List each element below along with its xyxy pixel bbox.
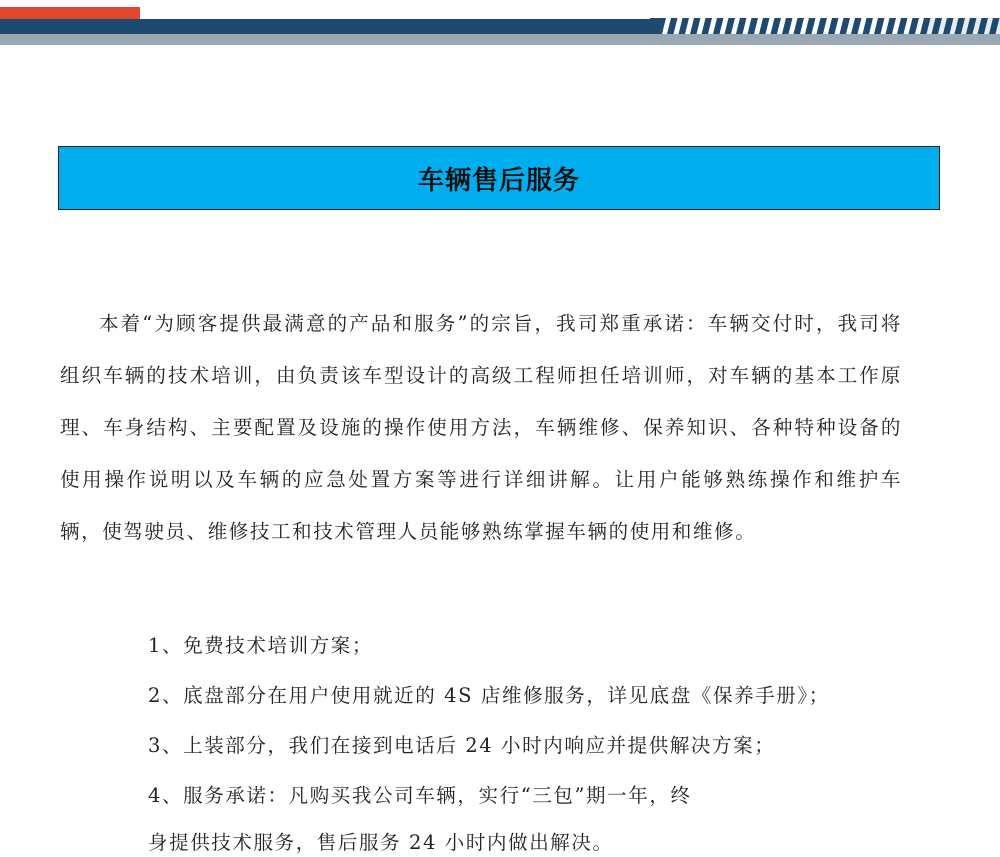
list-item: 4、服务承诺：凡购买我公司车辆，实行“三包”期一年，终 xyxy=(148,784,692,807)
header-stripe-pattern xyxy=(650,18,1000,34)
list-item: 3、上装部分，我们在接到电话后 24 小时内响应并提供解决方案； xyxy=(148,734,776,757)
header-red-accent-bar xyxy=(0,7,140,19)
page-title: 车辆售后服务 xyxy=(417,165,580,196)
section-title-banner xyxy=(58,146,940,210)
header-decoration xyxy=(0,0,1000,48)
list-item: 身提供技术服务，售后服务 24 小时内做出解决。 xyxy=(148,831,614,854)
list-item: 1、免费技术培训方案； xyxy=(148,634,374,657)
intro-paragraph: 本着“为顾客提供最满意的产品和服务”的宗旨，我司郑重承诺：车辆交付时，我司将组织车辆的技术培训，由负责该车型设计的高级工程师担任培训师，对车辆的基本工作原理、车身结构、主要配置及设施的操作使用方法，车辆维修、保养知识、各种特种设备的使用操作说明以及车辆的应急处置方案等进行详细讲解。让用户能够熟练操作和维护车辆，使驾驶员、维修技工和技术管理人员能够熟练掌握车辆的使用和维修。 xyxy=(60,312,902,543)
header-grey-bar xyxy=(0,34,1000,45)
list-item: 2、底盘部分在用户使用就近的 4S 店维修服务，详见底盘《保养手册》； xyxy=(148,684,830,707)
